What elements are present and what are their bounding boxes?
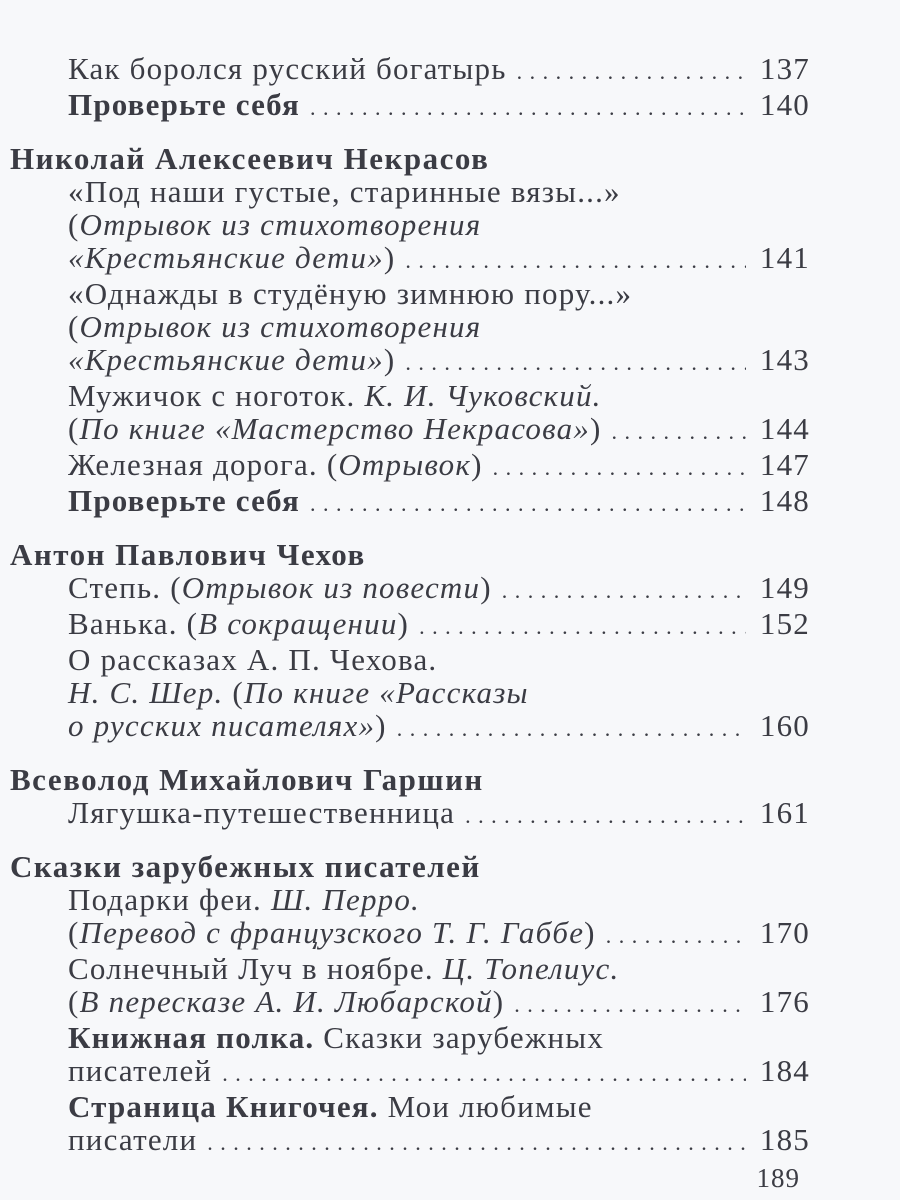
page-number: 189 xyxy=(756,1163,800,1193)
toc-entry-title xyxy=(68,1021,604,1054)
toc-entry-title xyxy=(68,607,409,640)
dot-leader xyxy=(465,796,746,832)
toc-page-number: 137 xyxy=(759,51,810,86)
title-fragment: ) xyxy=(471,447,483,482)
toc-page-number: 147 xyxy=(759,447,810,482)
toc-entry-title xyxy=(68,985,504,1018)
title-fragment: Мои любимые xyxy=(378,1089,593,1124)
toc-entry xyxy=(0,607,810,643)
toc-entry-title xyxy=(68,88,300,121)
title-fragment: Ванька. ( xyxy=(68,606,199,641)
title-fragment: Н. С. Шер. xyxy=(68,675,224,710)
title-fragment: Как боролся русский богатырь xyxy=(68,51,507,86)
toc-entry xyxy=(0,1021,810,1054)
title-fragment: ( xyxy=(68,207,80,242)
title-fragment: писателей xyxy=(68,1053,213,1088)
title-fragment: Степь. ( xyxy=(68,570,182,605)
toc-entry xyxy=(0,88,810,124)
title-fragment: Отрывок из повести xyxy=(181,570,481,605)
toc-page-number: 184 xyxy=(759,1053,810,1088)
dot-leader xyxy=(310,484,746,520)
toc-entry-title xyxy=(68,1123,197,1156)
toc-entry-title xyxy=(68,379,602,412)
title-fragment: Подарки феи. xyxy=(68,882,271,917)
toc-entry xyxy=(0,1054,810,1090)
toc-entry xyxy=(0,343,810,379)
toc-page-number: 176 xyxy=(759,984,810,1019)
toc-entry-title xyxy=(68,1054,212,1087)
toc-entry-title xyxy=(68,796,455,829)
toc-entry-title xyxy=(68,484,300,517)
section-heading-text: Антон Павлович Чехов xyxy=(10,537,366,572)
toc-entry xyxy=(0,1090,810,1123)
title-fragment: Проверьте себя xyxy=(68,87,300,122)
title-fragment: О рассказах А. П. Чехова. xyxy=(68,642,438,677)
title-fragment: Перевод с французского Т. Г. Габбе xyxy=(79,915,585,950)
title-fragment: ( xyxy=(68,411,80,446)
title-fragment: В пересказе А. И. Любарской xyxy=(79,984,493,1019)
title-fragment: Мужичок с ноготок. xyxy=(68,378,365,413)
toc-entry xyxy=(0,985,810,1021)
toc-entry xyxy=(0,241,810,277)
toc-page-number: 185 xyxy=(759,1122,810,1157)
toc-entry xyxy=(0,379,810,412)
toc-entry xyxy=(0,916,810,952)
toc-entry xyxy=(0,796,810,832)
toc-entry-title xyxy=(68,310,481,343)
title-fragment: «Под наши густые, старинные вязы...» xyxy=(68,174,621,209)
toc-entry xyxy=(0,52,810,88)
toc-entry xyxy=(0,571,810,607)
title-fragment: Книжная полка. xyxy=(68,1020,315,1055)
toc-entry-title xyxy=(68,208,481,241)
toc-entry-title xyxy=(68,643,437,676)
section-heading xyxy=(0,142,810,175)
toc-entry-title xyxy=(68,883,420,916)
title-fragment: ) xyxy=(383,342,396,377)
title-fragment: Сказки зарубежных xyxy=(314,1020,605,1055)
dot-leader xyxy=(405,343,746,379)
toc-entry-title xyxy=(68,1090,593,1123)
toc-entry xyxy=(0,676,810,709)
title-fragment: ) xyxy=(480,570,492,605)
toc-page-number: 141 xyxy=(759,240,810,275)
title-fragment: По книге «Рассказы xyxy=(243,675,529,710)
title-fragment: В сокращении xyxy=(198,606,398,641)
title-fragment: Железная дорога. ( xyxy=(68,447,339,482)
toc-entry-title xyxy=(68,241,395,274)
toc-page-number: 152 xyxy=(759,606,810,641)
toc-page-number: 160 xyxy=(759,708,810,743)
toc-entry xyxy=(0,952,810,985)
toc-entry-title xyxy=(68,277,632,310)
toc-entry-title xyxy=(68,175,621,208)
toc-entry xyxy=(0,709,810,745)
toc-entry xyxy=(0,643,810,676)
dot-leader xyxy=(310,88,746,124)
toc-page-number: 161 xyxy=(759,795,810,830)
toc-entry xyxy=(0,448,810,484)
title-fragment: ) xyxy=(383,240,396,275)
section-heading xyxy=(0,850,810,883)
toc-page-number: 140 xyxy=(759,87,810,122)
toc-entry xyxy=(0,412,810,448)
toc-entry xyxy=(0,310,810,343)
title-fragment: Ш. Перро. xyxy=(270,882,420,917)
title-fragment: Ц. Топелиус. xyxy=(442,951,620,986)
toc-entry-title xyxy=(68,448,483,481)
title-fragment: ( xyxy=(223,675,244,710)
toc-page-number: 170 xyxy=(759,915,810,950)
title-fragment: По книге «Мастерство Некрасова» xyxy=(79,411,590,446)
toc-entry-title xyxy=(68,916,596,949)
toc-entry xyxy=(0,175,810,208)
toc-entry-title xyxy=(68,676,529,709)
title-fragment: Отрывок из стихотворения xyxy=(79,309,482,344)
title-fragment: Лягушка-путешественница xyxy=(68,795,456,830)
toc-entry xyxy=(0,883,810,916)
title-fragment: писатели xyxy=(68,1122,198,1157)
title-fragment: ) xyxy=(589,411,602,446)
dot-leader xyxy=(612,412,746,448)
section-heading-text: Николай Алексеевич Некрасов xyxy=(10,141,490,176)
section-heading-text: Сказки зарубежных писателей xyxy=(10,849,481,884)
toc-entry xyxy=(0,208,810,241)
title-fragment: К. И. Чуковский. xyxy=(364,378,602,413)
section-heading xyxy=(0,538,810,571)
toc-entry-title xyxy=(68,412,602,445)
title-fragment: «Однажды в студёную зимнюю пору...» xyxy=(68,276,633,311)
toc-page-number: 148 xyxy=(759,483,810,518)
title-fragment: «Крестьянские дети» xyxy=(68,240,384,275)
dot-leader xyxy=(405,241,746,277)
toc-entry xyxy=(0,1123,810,1159)
title-fragment: ) xyxy=(492,984,505,1019)
toc-page-number: 144 xyxy=(759,411,810,446)
title-fragment: ) xyxy=(397,606,410,641)
toc-entry xyxy=(0,484,810,520)
title-fragment: ( xyxy=(68,309,80,344)
dot-leader xyxy=(397,709,746,745)
toc-page-number: 149 xyxy=(759,570,810,605)
title-fragment: Страница Книгочея. xyxy=(68,1089,379,1124)
table-of-contents xyxy=(0,52,900,1159)
title-fragment: «Крестьянские дети» xyxy=(68,342,384,377)
dot-leader xyxy=(222,1054,746,1090)
dot-leader xyxy=(514,985,746,1021)
title-fragment: ( xyxy=(68,915,80,950)
title-fragment: Отрывок из стихотворения xyxy=(79,207,482,242)
toc-entry-title xyxy=(68,343,395,376)
title-fragment: ) xyxy=(375,708,387,743)
title-fragment: Проверьте себя xyxy=(68,483,300,518)
section-heading xyxy=(0,763,810,796)
dot-leader xyxy=(419,607,746,643)
title-fragment: ( xyxy=(68,984,80,1019)
dot-leader xyxy=(502,571,746,607)
title-fragment: Отрывок xyxy=(338,447,472,482)
title-fragment: о русских писателях» xyxy=(68,708,376,743)
title-fragment: ) xyxy=(584,915,596,950)
toc-entry-title xyxy=(68,571,492,604)
dot-leader xyxy=(207,1123,746,1159)
dot-leader xyxy=(493,448,746,484)
toc-entry-title xyxy=(68,52,507,85)
section-heading-text: Всеволод Михайлович Гаршин xyxy=(10,762,484,797)
toc-page-number: 143 xyxy=(759,342,810,377)
dot-leader xyxy=(517,52,746,88)
title-fragment: Солнечный Луч в ноябре. xyxy=(68,951,443,986)
toc-entry-title xyxy=(68,952,619,985)
dot-leader xyxy=(606,916,746,952)
toc-entry-title xyxy=(68,709,387,742)
toc-entry xyxy=(0,277,810,310)
